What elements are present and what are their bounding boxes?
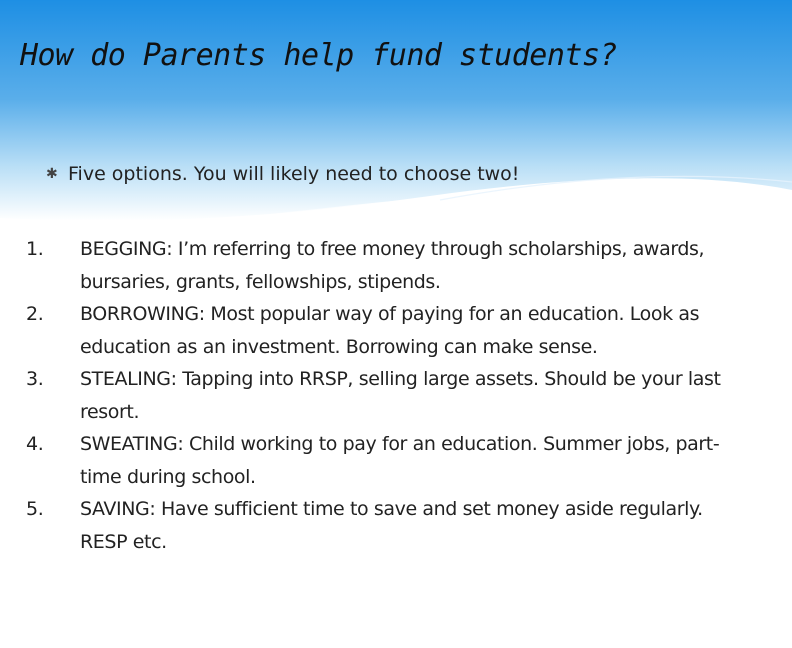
list-item-number: 4.	[26, 433, 44, 455]
slide-title: How do Parents help fund students?	[20, 38, 618, 73]
list-item-text: BEGGING: I’m referring to free money through scholarships, awards, bursaries, grants, fellowships, stipends.	[80, 238, 705, 293]
intro-bullet	[46, 163, 519, 185]
list-item-text: BORROWING: Most popular way of paying for an education. Look as education as an investment. Borrowing can make sense.	[80, 303, 700, 358]
asterisk-bullet-icon: ✱	[46, 166, 58, 182]
options-list	[26, 233, 726, 558]
list-item	[26, 233, 726, 298]
list-item	[26, 363, 726, 428]
list-item-number: 5.	[26, 498, 44, 520]
list-item-text: STEALING: Tapping into RRSP, selling large assets. Should be your last resort.	[80, 368, 721, 423]
list-item	[26, 493, 726, 558]
list-item	[26, 428, 726, 493]
list-item-text: SAVING: Have sufficient time to save and set money aside regularly. RESP etc.	[80, 498, 703, 553]
list-item	[26, 298, 726, 363]
list-item-number: 2.	[26, 303, 44, 325]
intro-text: Five options. You will likely need to choose two!	[68, 163, 520, 185]
list-item-number: 3.	[26, 368, 44, 390]
list-item-number: 1.	[26, 238, 44, 260]
list-item-text: SWEATING: Child working to pay for an education. Summer jobs, part-time during school.	[80, 433, 720, 488]
